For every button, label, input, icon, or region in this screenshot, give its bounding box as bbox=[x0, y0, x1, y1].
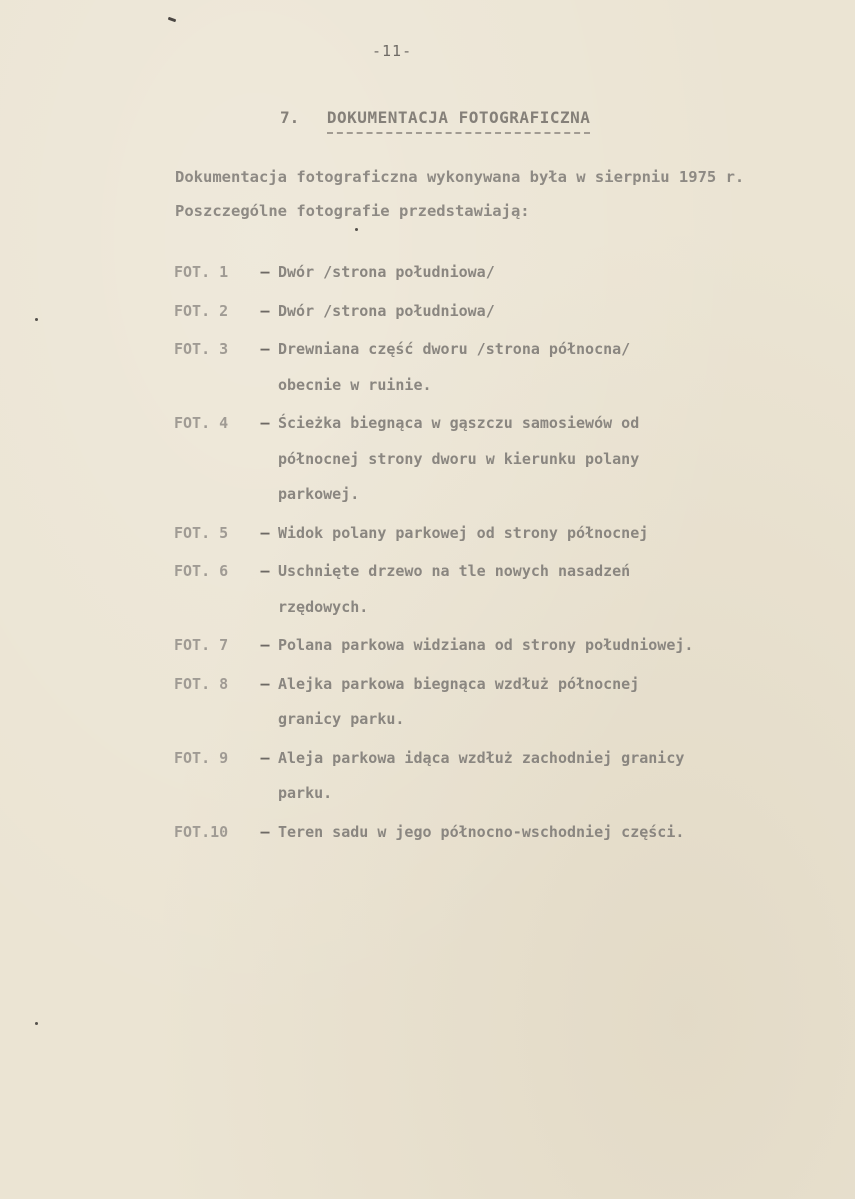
photo-label: FOT.10 bbox=[174, 822, 229, 841]
margin-mark bbox=[35, 318, 38, 321]
photo-label: FOT. 9 bbox=[174, 748, 229, 767]
photo-description: Alejka parkowa biegnąca wzdłuż północnej granicy parku. bbox=[278, 674, 640, 728]
margin-mark bbox=[35, 1022, 38, 1025]
intro-line: Poszczególne fotografie przedstawiają: bbox=[175, 202, 530, 220]
dash-separator: – bbox=[260, 562, 270, 580]
photo-entry bbox=[174, 815, 814, 851]
photo-description: Dwór /strona południowa/ bbox=[278, 263, 495, 281]
photo-description: Ścieżka biegnąca w gąszczu samosiewów od północnej strony dworu w kierunku polany parkowej. bbox=[278, 414, 640, 503]
photo-list bbox=[174, 255, 814, 853]
dash-separator: – bbox=[260, 674, 270, 693]
photo-entry bbox=[174, 516, 814, 552]
photo-entry bbox=[174, 255, 814, 291]
photo-label: FOT. 1 bbox=[174, 263, 229, 281]
photo-label: FOT. 7 bbox=[174, 636, 229, 654]
photo-label: FOT. 8 bbox=[174, 674, 229, 693]
photo-description: Aleja parkowa idąca wzdłuż zachodniej granicy parku. bbox=[278, 748, 685, 802]
photo-label: FOT. 3 bbox=[174, 340, 229, 358]
dash-separator: – bbox=[260, 636, 270, 654]
photo-entry bbox=[174, 667, 814, 738]
photo-description: Uschnięte drzewo na tle nowych nasadzeń rzędowych. bbox=[278, 562, 631, 616]
dash-separator: – bbox=[260, 748, 270, 767]
page-number: -11- bbox=[372, 42, 413, 60]
photo-entry bbox=[174, 741, 814, 812]
intro-line: Dokumentacja fotograficzna wykonywana była w sierpniu 1975 r. bbox=[175, 168, 745, 186]
dash-separator: – bbox=[260, 340, 270, 358]
photo-description: Dwór /strona południowa/ bbox=[278, 301, 495, 320]
section-number: 7. bbox=[280, 108, 300, 127]
dash-separator: – bbox=[260, 523, 270, 542]
dash-separator: – bbox=[260, 822, 270, 841]
ink-speck bbox=[168, 17, 177, 23]
dash-separator: – bbox=[260, 301, 270, 320]
photo-entry bbox=[174, 628, 814, 664]
margin-mark bbox=[355, 228, 358, 231]
dash-separator: – bbox=[260, 263, 270, 281]
photo-description: Teren sadu w jego północno-wschodniej części. bbox=[278, 822, 685, 841]
photo-description: Polana parkowa widziana od strony południowej. bbox=[278, 636, 694, 654]
photo-label: FOT. 4 bbox=[174, 414, 229, 432]
dash-separator: – bbox=[260, 414, 270, 432]
photo-entry bbox=[174, 406, 814, 513]
photo-label: FOT. 6 bbox=[174, 562, 229, 580]
section-title: DOKUMENTACJA FOTOGRAFICZNA bbox=[327, 108, 590, 134]
photo-description: Drewniana część dworu /strona północna/ obecnie w ruinie. bbox=[278, 340, 631, 394]
section-heading bbox=[280, 108, 590, 127]
photo-entry bbox=[174, 332, 814, 403]
photo-description: Widok polany parkowej od strony północnej bbox=[278, 523, 649, 542]
photo-entry bbox=[174, 294, 814, 330]
photo-entry bbox=[174, 554, 814, 625]
photo-label: FOT. 5 bbox=[174, 523, 229, 542]
photo-label: FOT. 2 bbox=[174, 301, 229, 320]
